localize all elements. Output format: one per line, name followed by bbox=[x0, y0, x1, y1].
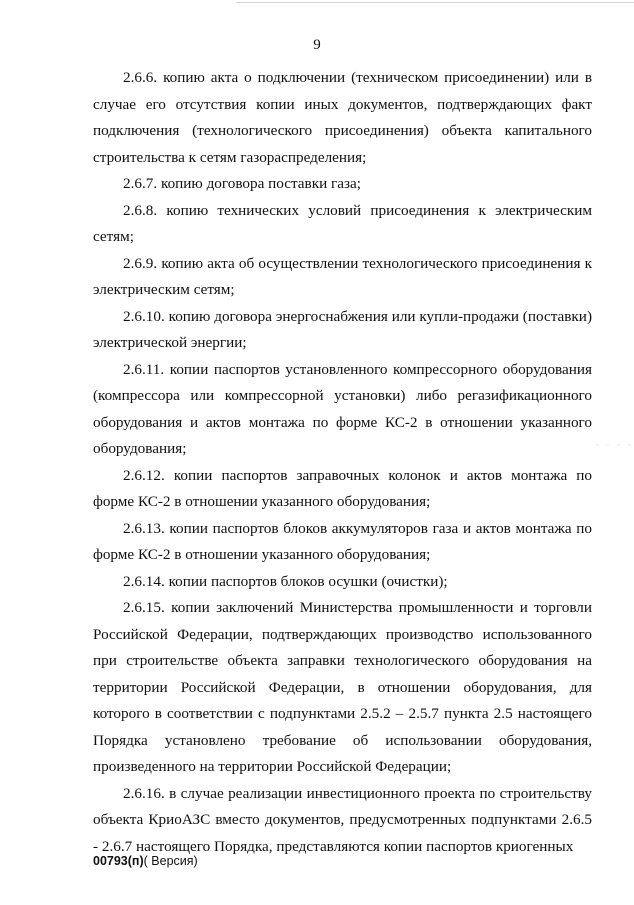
paragraph-2-6-10: 2.6.10. копию договора энергоснабжения или купли-продажи (поставки) электрической энергии; bbox=[93, 307, 592, 351]
paragraph-2-6-7: 2.6.7. копию договора поставки газа; bbox=[123, 175, 361, 192]
top-edge-rule bbox=[236, 2, 634, 3]
paragraph-2-6-8: 2.6.8. копию технических условий присоединения к электрическим сетям; bbox=[93, 201, 592, 245]
footer-document-code: 00793(п) bbox=[93, 854, 144, 868]
paragraph-2-6-13: 2.6.13. копии паспортов блоков аккумуляторов газа и актов монтажа по форме КС-2 в отношении указанного оборудования; bbox=[93, 519, 592, 563]
paragraph-2-6-15: 2.6.15. копии заключений Министерства промышленности и торговли Российской Федерации, подтверждающих производство использованного при строительстве объекта заправки технологического оборудования на территории Российской Федерации, в отношении оборудования, для которого в соответствии с подпунктами 2.5.2 – 2.5.7 пункта 2.5 настоящего Порядка установлено требование об использовании оборудования, произведенного на территории Российской Федерации; bbox=[93, 599, 592, 775]
paragraph-2-6-16: 2.6.16. в случае реализации инвестиционного проекта по строительству объекта КриоАЗС вместо документов, предусмотренных подпунктами 2.6.5 - 2.6.7 настоящего Порядка, представляются копии паспортов криогенных bbox=[93, 784, 592, 855]
paragraph-2-6-12: 2.6.12. копии паспортов заправочных колонок и актов монтажа по форме КС-2 в отношении указанного оборудования; bbox=[93, 466, 592, 510]
paragraph-2-6-11: 2.6.11. копии паспортов установленного компрессорного оборудования (компрессора или компрессорной установки) либо регазификационного оборудования и актов монтажа по форме КС-2 в отношении указанного оборудования; bbox=[93, 360, 592, 457]
margin-scan-marks: · · · · bbox=[596, 441, 634, 450]
document-footer bbox=[93, 853, 198, 869]
page-number: 9 bbox=[313, 37, 321, 53]
paragraph-2-6-9: 2.6.9. копию акта об осуществлении технологического присоединения к электрическим сетям; bbox=[93, 254, 592, 298]
document-body bbox=[93, 65, 592, 860]
paragraph-2-6-14: 2.6.14. копии паспортов блоков осушки (очистки); bbox=[123, 572, 448, 590]
footer-version-label: ( Версия) bbox=[143, 854, 198, 868]
paragraph-2-6-6: 2.6.6. копию акта о подключении (техническом присоединении) или в случае его отсутствия копии иных документов, подтверждающих факт подключения (технологического присоединения) объекта капитального строительства к сетям газораспределения; bbox=[93, 69, 592, 166]
